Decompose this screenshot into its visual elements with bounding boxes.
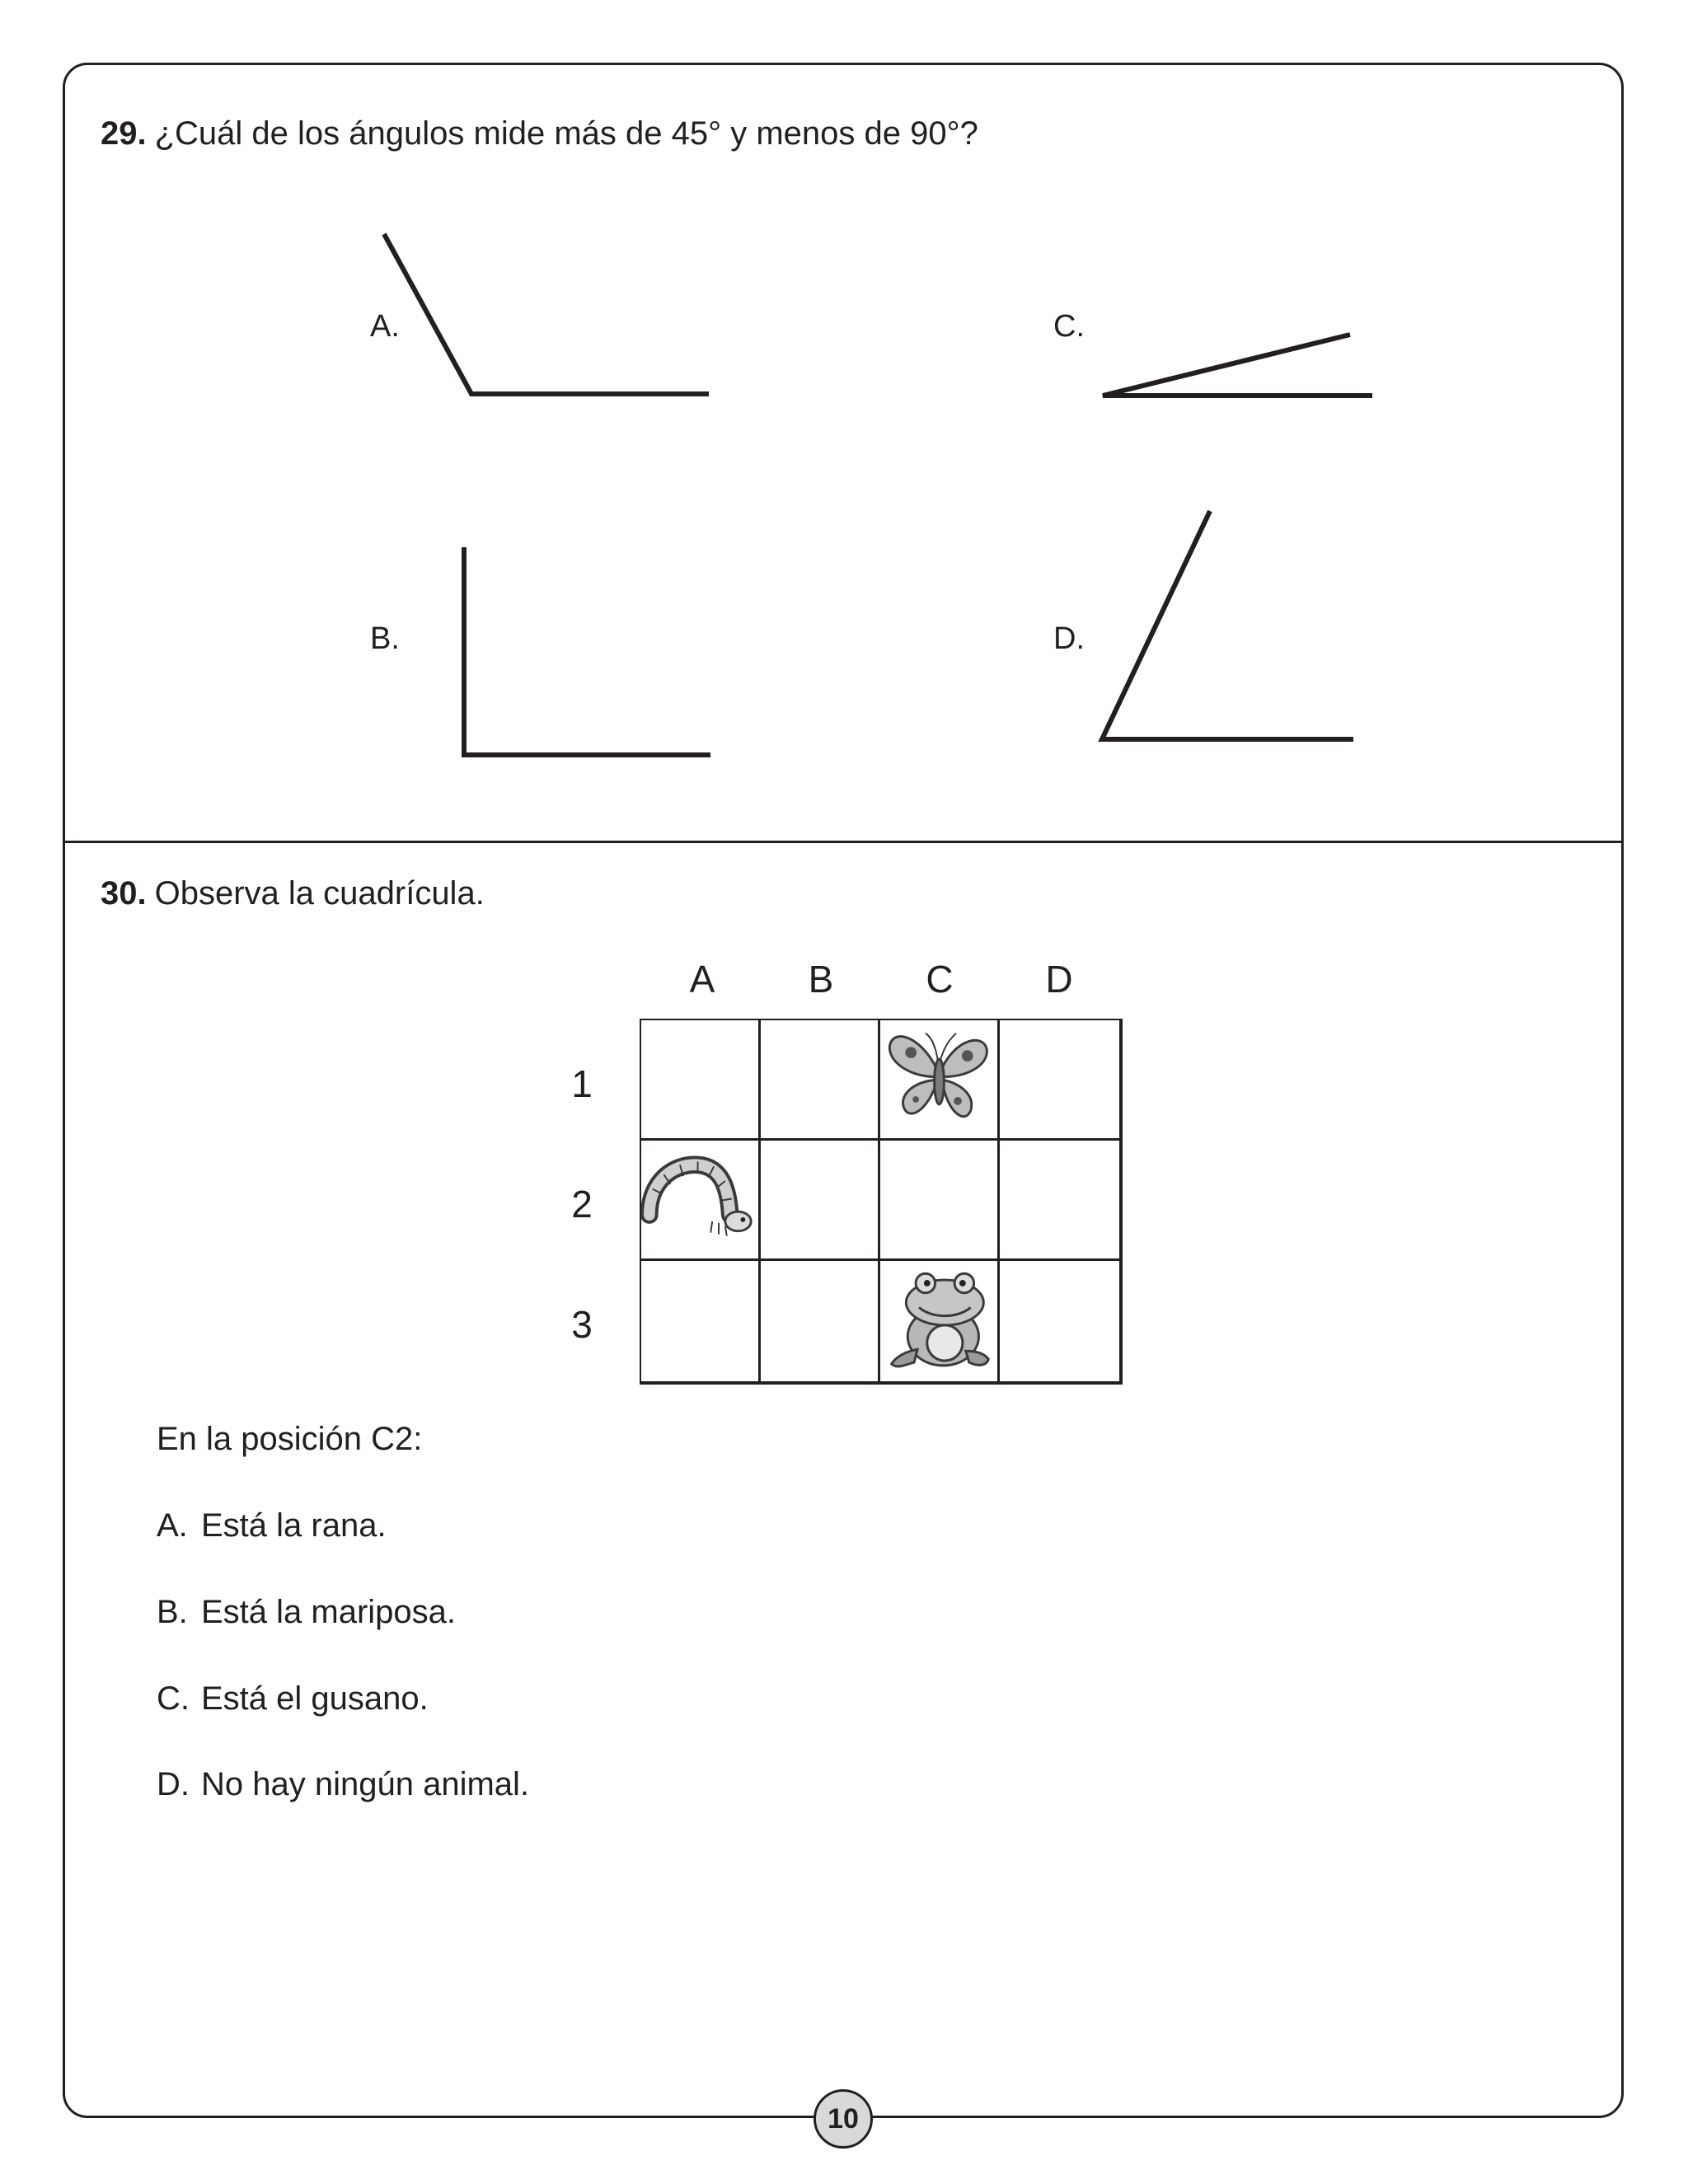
answer-option-c[interactable] xyxy=(157,1679,429,1718)
angle-a-figure[interactable] xyxy=(384,234,709,394)
grid-cell-a3 xyxy=(641,1261,761,1381)
angle-option-d-label[interactable]: D. xyxy=(1053,621,1085,656)
grid-row-label: 2 xyxy=(571,1183,593,1226)
answer-option-a[interactable] xyxy=(157,1506,387,1545)
grid-column-label: C xyxy=(926,958,954,1001)
question-number: 30. xyxy=(101,875,147,912)
answer-text: No hay ningún animal. xyxy=(201,1766,530,1802)
angle-figures xyxy=(0,0,1688,841)
question-number: 29. xyxy=(101,115,147,152)
grid-cell-d1 xyxy=(1000,1020,1119,1141)
grid-cell-b3 xyxy=(761,1261,880,1381)
grid-cell-a2 xyxy=(641,1141,761,1261)
angle-option-b-label[interactable]: B. xyxy=(370,621,400,656)
answer-text: Está la rana. xyxy=(201,1507,387,1544)
grid-cell-d2 xyxy=(1000,1141,1119,1261)
question-prompt: En la posición C2: xyxy=(157,1421,423,1457)
grid-cell-d3 xyxy=(1000,1261,1119,1381)
section-divider xyxy=(63,841,1624,843)
grid-cell-c1 xyxy=(880,1020,1000,1141)
question-text: Observa la cuadrícula. xyxy=(154,875,485,912)
question-30 xyxy=(101,874,485,913)
grid-cell-b1 xyxy=(761,1020,880,1141)
grid-column-label: A xyxy=(689,958,715,1001)
frog-icon xyxy=(880,1261,997,1381)
answer-text: Está la mariposa. xyxy=(201,1594,457,1630)
page-number-badge: 10 xyxy=(814,2089,873,2149)
answer-option-b[interactable] xyxy=(157,1592,456,1632)
angle-c-figure[interactable] xyxy=(1103,335,1372,396)
grid-column-label: B xyxy=(808,958,834,1001)
position-grid xyxy=(640,1019,1123,1385)
grid-row-label: 1 xyxy=(571,1062,593,1105)
angle-d-figure[interactable] xyxy=(1102,511,1353,739)
angle-b-figure[interactable] xyxy=(464,547,710,755)
grid-cell-c3 xyxy=(880,1261,1000,1381)
butterfly-icon xyxy=(880,1020,997,1138)
grid-cell-b2 xyxy=(761,1141,880,1261)
answer-letter: B. xyxy=(157,1594,188,1630)
worm-icon xyxy=(641,1141,758,1258)
answer-letter: A. xyxy=(157,1507,188,1544)
angle-option-a-label[interactable]: A. xyxy=(370,309,400,344)
grid-cell-c2 xyxy=(880,1141,1000,1261)
angle-option-c-label[interactable]: C. xyxy=(1053,309,1085,344)
answer-text: Está el gusano. xyxy=(201,1680,429,1717)
grid-row-label: 3 xyxy=(571,1303,593,1346)
question-text: ¿Cuál de los ángulos mide más de 45° y menos de 90°? xyxy=(154,115,978,152)
answer-option-d[interactable] xyxy=(157,1765,529,1804)
answer-letter: D. xyxy=(157,1766,190,1802)
grid-cell-a1 xyxy=(641,1020,761,1141)
answer-letter: C. xyxy=(157,1680,190,1717)
grid-column-label: D xyxy=(1045,958,1073,1001)
